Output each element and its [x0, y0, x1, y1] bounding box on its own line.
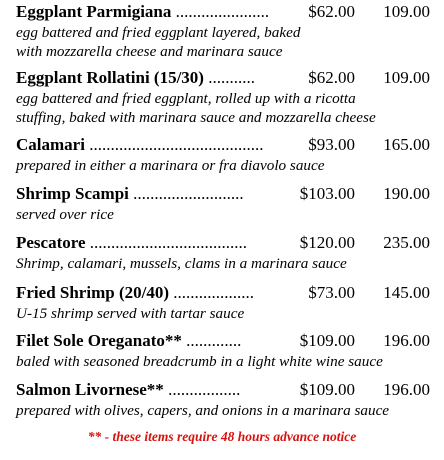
- item-description-line: egg battered and fried eggplant layered, baked: [16, 24, 301, 41]
- menu-item-filet-sole-oreganato: [16, 330, 440, 371]
- item-heading-line: [16, 232, 440, 254]
- item-description-line: Shrimp, calamari, mussels, clams in a marinara sauce: [16, 255, 347, 272]
- item-name: Salmon Livornese**: [16, 380, 164, 399]
- price-half-tray: $109.00: [299, 380, 355, 399]
- price-full-tray: 145.00: [383, 283, 430, 302]
- price-full-tray: 196.00: [383, 380, 430, 399]
- dot-leader: .............: [186, 331, 242, 350]
- price-half-tray: $62.00: [308, 68, 355, 87]
- item-heading-line: [16, 379, 440, 401]
- item-name: Calamari: [16, 135, 85, 154]
- item-lead: [16, 379, 286, 401]
- item-lead: [16, 67, 298, 89]
- item-lead: [16, 232, 286, 254]
- menu-item-calamari: [16, 134, 440, 175]
- item-name: Eggplant Parmigiana: [16, 2, 172, 21]
- price-full-tray: 109.00: [383, 2, 430, 21]
- item-description-line: prepared in either a marinara or fra diavolo sauce: [16, 157, 325, 174]
- price-full-tray: 235.00: [383, 233, 430, 252]
- price-full-tray: 190.00: [383, 184, 430, 203]
- item-name: Pescatore: [16, 233, 86, 252]
- item-name: Eggplant Rollatini (15/30): [16, 68, 204, 87]
- dot-leader: ...........: [208, 68, 255, 87]
- menu-item-shrimp-scampi: [16, 183, 440, 224]
- item-heading-line: [16, 67, 440, 89]
- dot-leader: .....................................: [89, 233, 248, 252]
- menu-item-fried-shrimp: [16, 282, 440, 323]
- menu-item-eggplant-parmigiana: [16, 1, 440, 61]
- item-heading-line: [16, 183, 440, 205]
- price-full-tray: 196.00: [383, 331, 430, 350]
- price-half-tray: $93.00: [308, 135, 355, 154]
- item-lead: [16, 134, 286, 156]
- item-heading-line: [16, 1, 440, 23]
- price-half-tray: $120.00: [299, 233, 355, 252]
- item-name: Filet Sole Oreganato**: [16, 331, 182, 350]
- item-description-line: baled with seasoned breadcrumb in a light white wine sauce: [16, 353, 383, 370]
- menu-item-salmon-livornese: [16, 379, 440, 420]
- item-heading-line: [16, 282, 440, 304]
- item-description-line: stuffing, baked with marinara sauce and mozzarella cheese: [16, 109, 376, 126]
- item-description-line: egg battered and fried eggplant, rolled up with a ricotta: [16, 90, 356, 107]
- item-lead: [16, 330, 286, 352]
- dot-leader: .........................................: [89, 135, 264, 154]
- dot-leader: ..........................: [133, 184, 244, 203]
- item-name: Fried Shrimp (20/40): [16, 283, 169, 302]
- dot-leader: ......................: [175, 2, 270, 21]
- dot-leader: .................: [168, 380, 241, 399]
- price-half-tray: $62.00: [308, 2, 355, 21]
- item-description-line: served over rice: [16, 206, 114, 223]
- price-full-tray: 109.00: [383, 68, 430, 87]
- menu-item-eggplant-rollatini: [16, 67, 440, 127]
- item-lead: [16, 1, 298, 23]
- item-lead: [16, 183, 286, 205]
- advance-notice-note: ** - these items require 48 hours advance notice: [87, 429, 357, 444]
- item-heading-line: [16, 134, 440, 156]
- item-name: Shrimp Scampi: [16, 184, 129, 203]
- price-half-tray: $103.00: [299, 184, 355, 203]
- item-description-line: with mozzarella cheese and marinara sauce: [16, 43, 283, 60]
- dot-leader: ...................: [173, 283, 254, 302]
- item-heading-line: [16, 330, 440, 352]
- price-half-tray: $73.00: [308, 283, 355, 302]
- price-full-tray: 165.00: [383, 135, 430, 154]
- item-description-line: prepared with olives, capers, and onions in a marinara sauce: [16, 402, 390, 419]
- price-half-tray: $109.00: [299, 331, 355, 350]
- menu-item-pescatore: [16, 232, 440, 273]
- item-description-line: U-15 shrimp served with tartar sauce: [16, 305, 245, 322]
- item-lead: [16, 282, 298, 304]
